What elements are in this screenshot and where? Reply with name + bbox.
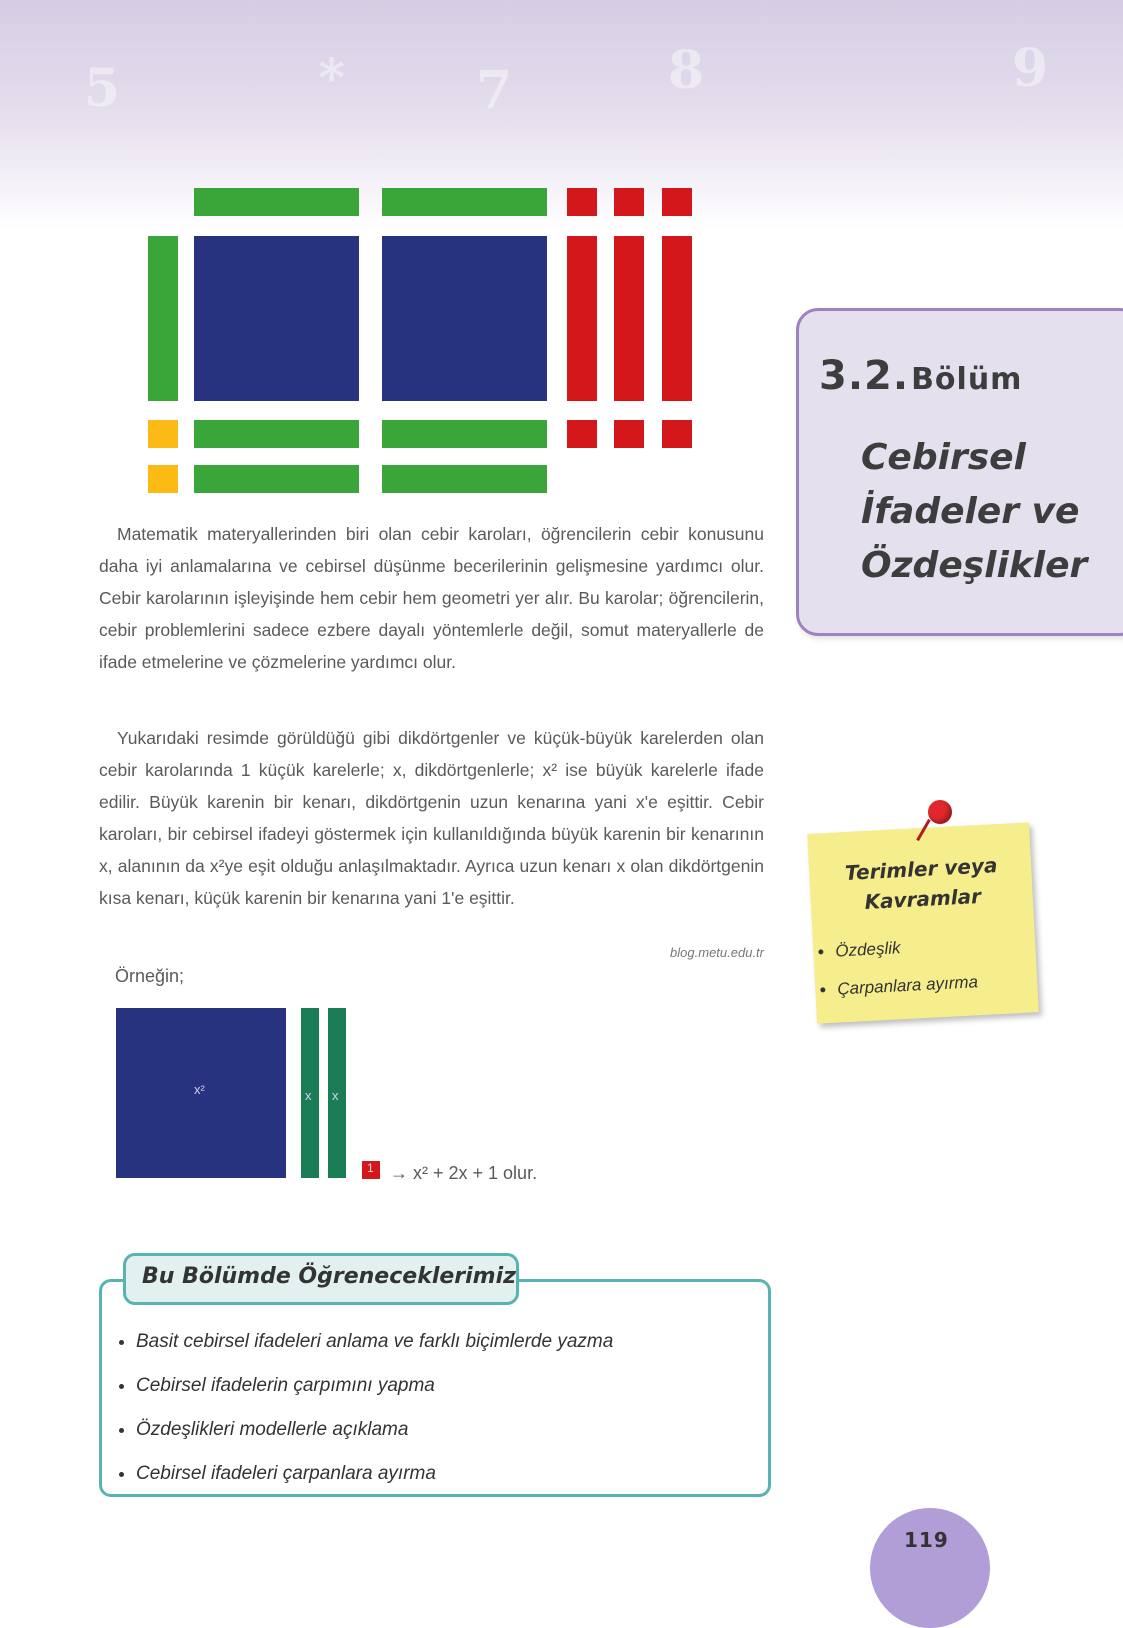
unit-tile (662, 420, 692, 448)
x-tile (328, 1008, 346, 1178)
x-label: x (305, 1088, 312, 1103)
explanation-paragraph: Yukarıdaki resimde görüldüğü gibi dikdörtgenler ve küçük-büyük karelerden olan cebir karolarında 1 küçük karelerle; x, dikdörtgenlerle; x² ise büyük karelerle ifade edilir. Büyük karenin bir kenarı, dikdörtgenin uzun kenarına yani x'e eşittir. Cebir karoları, bir cebirsel ifadeyi göstermek için kullanıldığında büyük karenin bir kenarının x, alanının da x²ye eşit olduğu anlaşılmaktadır. Ayrıca uzun kenarı x olan dikdörtgenin kısa kenarı, küçük karenin bir kenarına yani 1'e eşittir. (99, 728, 764, 908)
x-tile (194, 420, 359, 448)
unit-tile (567, 188, 597, 216)
x-tile (382, 188, 547, 216)
header-digit: 5 (84, 58, 121, 119)
chapter-title: Cebirsel İfadeler ve Özdeşlikler (861, 437, 1088, 586)
x-tile (148, 236, 178, 401)
objectives-list (102, 1282, 768, 1496)
formula-text: → x² + 2x + 1 olur. (390, 1163, 538, 1183)
terms-sticky-note (807, 822, 1039, 1023)
unit-tile (614, 188, 644, 216)
unit-tile (362, 1161, 380, 1179)
learning-objectives-title: Bu Bölümde Öğreneceklerimiz (142, 1264, 516, 1289)
unit-tile (614, 420, 644, 448)
objective-item: • Cebirsel ifadeleri çarpanlara ayırma (136, 1452, 768, 1496)
objective-item: • Cebirsel ifadelerin çarpımını yapma (136, 1364, 768, 1408)
pushpin-icon (928, 800, 952, 824)
x-tile (382, 420, 547, 448)
header-background (0, 0, 1123, 230)
source-citation: blog.metu.edu.tr (670, 945, 764, 960)
header-digit: 8 (668, 40, 705, 101)
x-tile (382, 465, 547, 493)
x-tile (662, 236, 692, 401)
learning-objectives-tab (123, 1253, 519, 1305)
x-squared-tile (194, 236, 359, 401)
learning-objectives-box (99, 1279, 771, 1497)
sticky-note-title: Terimler veya Kavramlar (844, 853, 998, 915)
chapter-section-label: Bölüm (911, 362, 1023, 397)
x-tile (301, 1008, 319, 1178)
example-label: Örneğin; (115, 966, 185, 986)
header-digit: 7 (476, 60, 513, 121)
x-tile (614, 236, 644, 401)
term-item: • Çarpanlara ayırma (836, 963, 979, 1008)
x-squared-label: x² (194, 1082, 205, 1097)
objective-item: • Basit cebirsel ifadeleri anlama ve farklı biçimlerde yazma (136, 1320, 768, 1364)
unit-tile (662, 188, 692, 216)
chapter-number (819, 353, 1022, 399)
unit-tile (148, 465, 178, 493)
x-squared-tile (116, 1008, 286, 1178)
x-squared-tile (382, 236, 547, 401)
objective-item: • Özdeşlikleri modellerle açıklama (136, 1408, 768, 1452)
x-tile (194, 188, 359, 216)
x-tile (194, 465, 359, 493)
term-item: • Özdeşlik (834, 925, 977, 970)
chapter-number-value: 3.2. (819, 353, 910, 399)
x-tile (567, 236, 597, 401)
unit-tile (567, 420, 597, 448)
x-label: x (332, 1088, 339, 1103)
header-digit: 9 (1012, 38, 1049, 99)
chapter-heading-box (796, 308, 1123, 636)
page-number: 119 (904, 1528, 949, 1552)
terms-list (814, 925, 979, 1009)
unit-tile (148, 420, 178, 448)
header-digit: * (318, 48, 346, 109)
page-number-badge (870, 1508, 990, 1628)
intro-paragraph: Matematik materyallerinden biri olan cebir karoları, öğrencilerin cebir konusunu daha iyi anlamalarına ve cebirsel düşünme becerilerinin gelişmesine yardımcı olur. Cebir karolarının işleyişinde hem cebir hem geometri yer alır. Bu karolar; öğrencilerin, cebir problemlerini sadece ezbere dayalı yöntemlerle değil, somut materyallerle de ifade etmelerine ve çözmelerine yardımcı olur. (99, 524, 764, 672)
unit-label: 1 (367, 1161, 374, 1175)
